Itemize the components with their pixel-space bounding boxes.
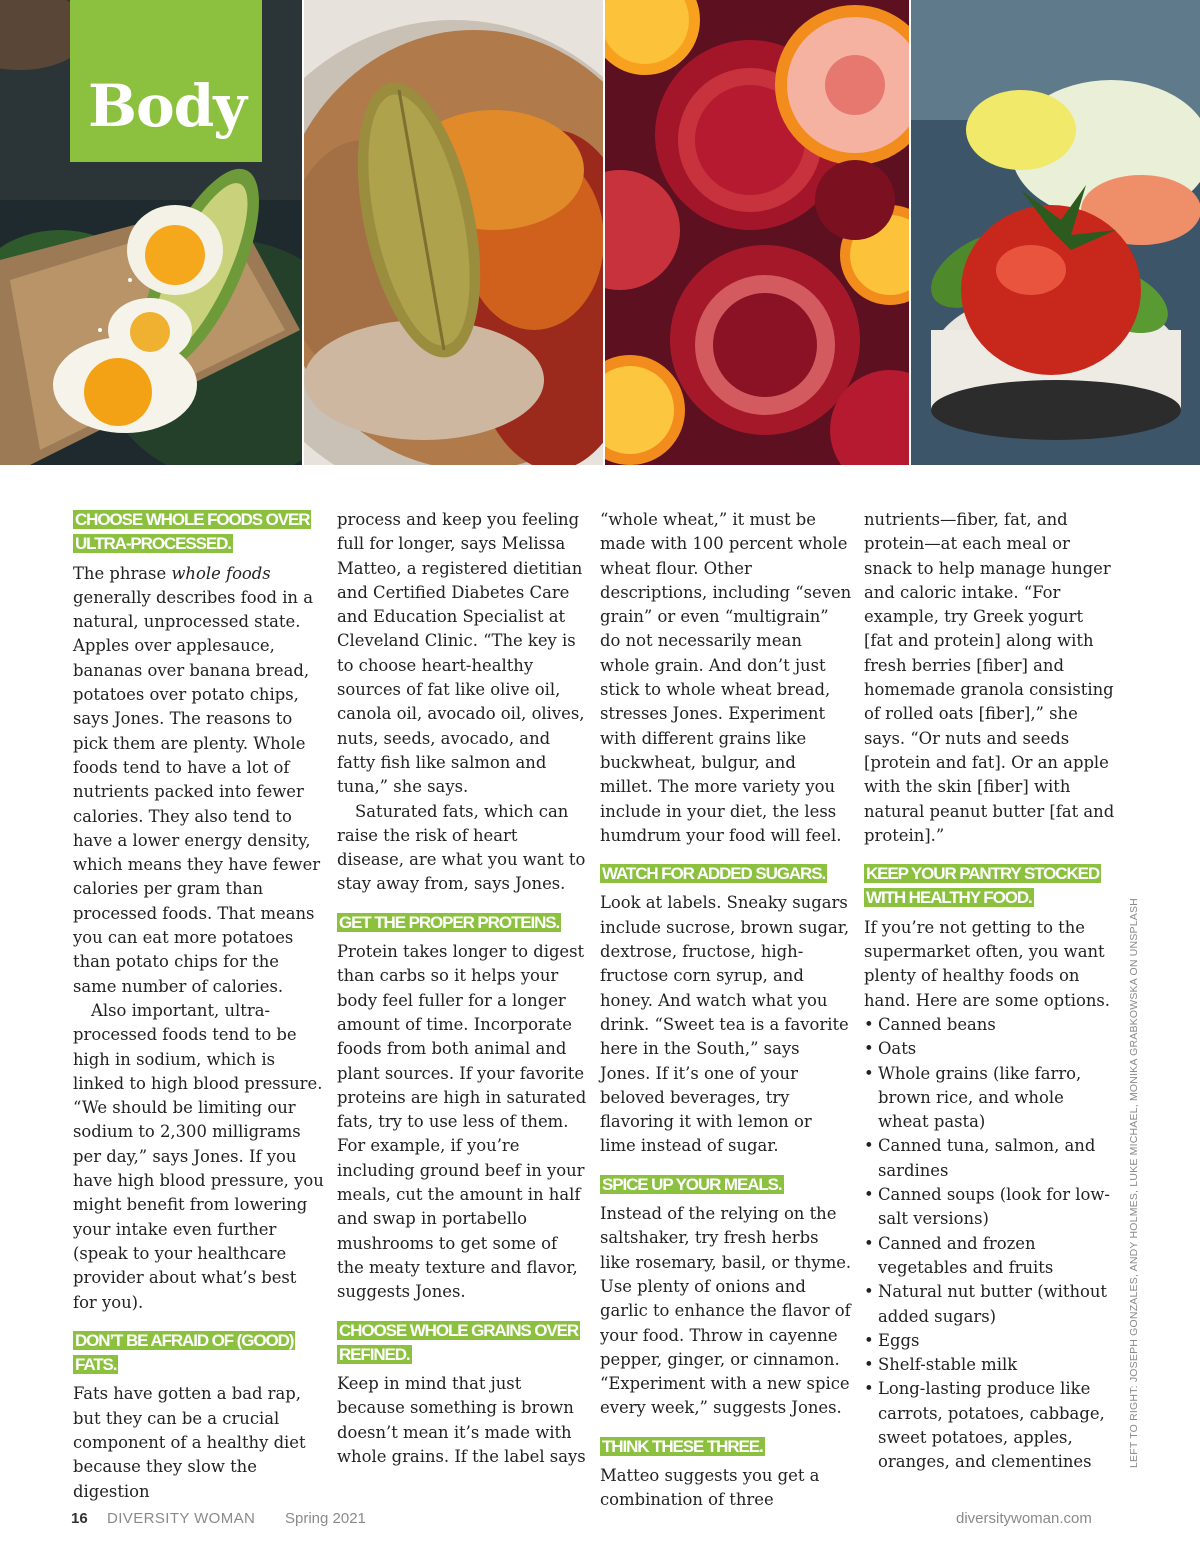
paragraph: If you’re not getting to the supermarket often, you want plenty of healthy foods on hand. Here are some options. <box>864 917 1111 1010</box>
paragraph <box>73 562 325 999</box>
paragraph: Look at labels. Sneaky sugars include sucrose, brown sugar, dextrose, fructose, high-fructose corn syrup, and honey. And watch what you drink. “Sweet tea is a favorite here in the South,” says Jones. If it’s one of your beloved beverages, try flavoring it with lemon or lime instead of sugar. <box>600 893 850 1156</box>
paragraph: Fats have gotten a bad rap, but they can be a crucial component of a healthy diet because they slow the digestion <box>73 1384 306 1501</box>
subhead-whole-foods: CHOOSE WHOLE FOODS OVER ULTRA-PROCESSED. <box>75 510 310 554</box>
list-item: • Canned beans <box>864 1013 1116 1037</box>
magazine-name: DIVERSITY WOMAN <box>107 1510 256 1527</box>
list-item: • Eggs <box>864 1329 1116 1353</box>
list-item: • Whole grains (like farro, brown rice, and whole wheat pasta) <box>864 1062 1116 1135</box>
list-item: • Canned and frozen vegetables and fruits <box>864 1232 1116 1281</box>
paragraph: Keep in mind that just because something is brown doesn’t mean it’s made with whole grains. If the label says <box>337 1374 586 1466</box>
list-item: • Canned soups (look for low-salt versions) <box>864 1183 1116 1232</box>
paragraph: Saturated fats, which can raise the risk of heart disease, are what you want to stay away from, says Jones. <box>337 801 586 894</box>
article-column-1 <box>73 508 325 1504</box>
photo-tomato-rice-cake <box>911 0 1200 465</box>
article-column-4 <box>864 508 1116 1475</box>
subhead-think-three: THINK THESE THREE. <box>602 1436 763 1456</box>
photo-spices-bay-leaf <box>304 0 603 465</box>
list-item: • Long-lasting produce like carrots, potatoes, cabbage, sweet potatoes, apples, oranges, and clementines <box>864 1377 1116 1474</box>
subhead-whole-grains: CHOOSE WHOLE GRAINS OVER REFINED. <box>339 1320 579 1364</box>
article-column-2 <box>337 508 589 1469</box>
hero-photo-strip <box>0 0 1200 465</box>
website-link[interactable]: diversitywoman.com <box>956 1510 1092 1527</box>
paragraph: Protein takes longer to digest than carbs so it helps your body feel fuller for a longer amount of time. Incorporate foods from both animal and plant sources. If your favorite proteins are high in saturated fats, try to use less of them. For example, if you’re including ground beef in your meals, cut the amount in half and swap in portabello mushrooms to get some of the meaty texture and flavor, suggests Jones. <box>337 942 587 1302</box>
subhead-good-fats: DON’T BE AFRAID OF (GOOD) FATS. <box>75 1330 294 1375</box>
text-run: The phrase <box>73 563 172 583</box>
list-item: • Shelf-stable milk <box>864 1353 1116 1377</box>
subhead-spice-up: SPICE UP YOUR MEALS. <box>602 1174 782 1194</box>
list-item: • Oats <box>864 1037 1116 1061</box>
pantry-list <box>864 1013 1116 1475</box>
paragraph: “whole wheat,” it must be made with 100 percent whole wheat flour. Other descriptions, including “seven grain” or even “multigrain” do not necessarily mean whole grain. And don’t just stick to whole wheat bread, stresses Jones. Experiment with different grains like buckwheat, bulgur, and millet. The more variety you include in your diet, the less humdrum your food will feel. <box>600 510 852 845</box>
article-column-3 <box>600 508 852 1513</box>
photo-pomegranate-citrus <box>605 0 909 465</box>
paragraph: process and keep you feeling full for longer, says Melissa Matteo, a registered dietitian and Certified Diabetes Care and Education Specialist at Cleveland Clinic. “The key is to choose heart-healthy sources of fat like olive oil, canola oil, avocado oil, olives, nuts, seeds, avocado, and fatty fish like salmon and tuna,” she says. <box>337 510 585 797</box>
page-number: 16 <box>71 1510 88 1527</box>
section-tag <box>70 0 262 162</box>
list-item: • Natural nut butter (without added sugars) <box>864 1280 1116 1329</box>
subhead-added-sugars: WATCH FOR ADDED SUGARS. <box>602 864 826 884</box>
section-tag-label: Body <box>88 72 246 140</box>
text-run: generally describes food in a natural, unprocessed state. Apples over applesauce, bananas over banana bread, potatoes over potato chips, says Jones. The reasons to pick them are plenty. Whole foods tend to have a lot of nutrients packed into fewer calories. They also tend to have a lower energy density, which means they have fewer calories per gram than processed foods. That means you can eat more potatoes than potato chips for the same number of calories. <box>73 587 321 996</box>
paragraph: nutrients—fiber, fat, and protein—at each meal or snack to help manage hunger and caloric intake. “For example, try Greek yogurt [fat and protein] along with fresh berries [fiber] and homemade granola consisting of rolled oats [fiber],” she says. “Or nuts and seeds [protein and fat]. Or an apple with the skin [fiber] with natural peanut butter [fat and protein].” <box>864 510 1115 845</box>
subhead-proteins: GET THE PROPER PROTEINS. <box>339 912 560 932</box>
paragraph: Matteo suggests you get a combination of three <box>600 1465 820 1510</box>
paragraph: Instead of the relying on the saltshaker, try fresh herbs like rosemary, basil, or thyme. Use plenty of onions and garlic to enhance the flavor of your food. Throw in cayenne pepper, ginger, or cinnamon. “Experiment with a new spice every week,” suggests Jones. <box>600 1204 852 1418</box>
paragraph: Also important, ultra-processed foods tend to be high in sodium, which is linked to high blood pressure. “We should be limiting our sodium to 2,300 milligrams per day,” says Jones. If you have high blood pressure, you might benefit from lowering your intake even further (speak to your healthcare provider about what’s best for you). <box>73 1000 324 1312</box>
list-item: • Canned tuna, salmon, and sardines <box>864 1134 1116 1183</box>
emphasis-text: whole foods <box>171 563 271 583</box>
issue-date: Spring 2021 <box>285 1510 366 1527</box>
photo-credit: LEFT TO RIGHT: JOSEPH GONZALES, ANDY HOLMES, LUKE MICHAEL, MONIKA GRABKOWSKA ON UNSPLASH <box>1128 898 1140 1468</box>
subhead-pantry: KEEP YOUR PANTRY STOCKED WITH HEALTHY FOOD. <box>866 864 1100 908</box>
